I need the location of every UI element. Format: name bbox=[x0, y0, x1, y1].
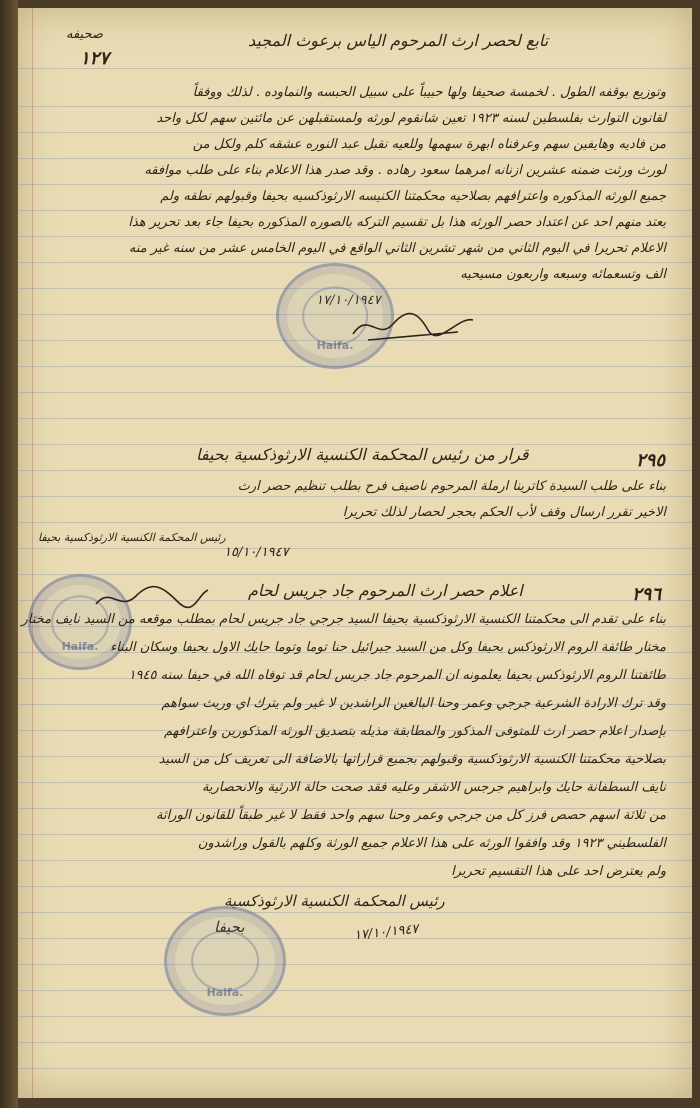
ledger-page bbox=[18, 8, 692, 1098]
text-line: ولم يعترض احد على هذا التقسيم تحريرا bbox=[451, 864, 666, 879]
entry-295-date: ١٥/١٠/١٩٤٧ bbox=[224, 545, 289, 560]
entry-295-signature-caption: رئيس المحكمة الكنسية الارثوذكسية بحيفا bbox=[38, 531, 226, 544]
ruled-line bbox=[18, 418, 692, 419]
text-line: بصلاحية محكمتنا الكنسية الارثوذكسية وقبولهم بجميع قراراتها بالاضافة الى تعريف كل من السيد bbox=[158, 752, 666, 767]
text-line: الفلسطيني ١٩٢٣ وقد وافقوا الورثه على هذا الاعلام جميع الورثة وكلهم بالقول وراشدون bbox=[197, 836, 666, 851]
signature-mark bbox=[348, 306, 478, 346]
text-line: لورث ورثت ضمنه عشرين ازنانه امرهما سعود رهاده . وقد صدر هذا الاعلام بناء على طلب موافقه bbox=[144, 163, 666, 178]
book-spine bbox=[0, 0, 18, 1108]
text-line: جميع الورثه المذكوره واعترافهم بصلاحيه محكمتنا الكنيسه الارثوذكسيه بحيفا وقبولهم نطقه ولم bbox=[160, 189, 666, 204]
ruled-line bbox=[18, 1042, 692, 1043]
entry-296-signature-city: بحيفا bbox=[214, 918, 245, 936]
page-number: ١٢٧ bbox=[80, 48, 110, 69]
ruled-line bbox=[18, 392, 692, 393]
text-line: يعتد منهم احد عن اعتداد حصر الورثه هذا بل تقسيم التركه بالصوره المذكوره بحيفا جاء بعد تحرير هذا bbox=[128, 215, 666, 230]
text-line: وتوزيع بوقفه الطول . لخمسة صحيفا ولها حبيباً على سبيل الحبسه والنماوده . لذلك ووفقاً bbox=[192, 85, 666, 100]
text-line: بناء على تقدم الى محكمتنا الكنسية الارثوذكسية بحيفا السيد جرجي جاد جريس لحام بمطلب موقعه من السيد نايف مختار bbox=[21, 612, 666, 627]
text-line: بإصدار اعلام حصر ارث للمتوفى المذكور والمطابقة مذيله بتصديق الورثه المذكورين واعترافهم bbox=[163, 724, 666, 739]
ruled-line bbox=[18, 68, 692, 69]
text-line: الف وتسعمائه وسبعه واربعون مسيحيه bbox=[460, 267, 666, 282]
church-stamp bbox=[164, 906, 286, 1016]
entry-number-296: ٢٩٦ bbox=[632, 584, 662, 605]
text-line: لقانون التوارث بفلسطين لسنه ١٩٢٣ تعين شانقوم لورثه ولمستقبلهن عن مائتين سهم لكل واحد bbox=[156, 111, 666, 126]
text-line: طائفتنا الروم الارثوذكس بحيفا يعلمونه ان المرحوم جاد جريس لحام قد توفاه الله في حيفا سنه ١٩٤٥ bbox=[128, 668, 666, 683]
text-line: نايف السطفانة حايك وابراهيم جرجس الاشقر وعليه فقد صحت حالة الارثية والانحصارية bbox=[201, 780, 666, 795]
ruled-line bbox=[18, 548, 692, 549]
entry-295-text bbox=[46, 474, 666, 526]
stamp-label: Haifa. bbox=[316, 339, 354, 352]
entry-number-295: ٢٩٥ bbox=[636, 450, 666, 471]
ruled-line bbox=[18, 964, 692, 965]
entry-296-signature-title: رئيس المحكمة الكنسية الارثوذكسية bbox=[224, 892, 445, 910]
ruled-line bbox=[18, 574, 692, 575]
entry-295-title: قرار من رئيس المحكمة الكنسية الارثوذكسية بحيفا bbox=[196, 445, 529, 464]
margin-line bbox=[32, 8, 33, 1098]
entry-296-date: ١٧/١٠/١٩٤٧ bbox=[353, 921, 420, 944]
ruled-line bbox=[18, 1068, 692, 1069]
ruled-line bbox=[18, 886, 692, 887]
ruled-line bbox=[18, 1016, 692, 1017]
text-line: الاعلام تحريرا في اليوم الثاني من شهر تشرين الثاني الواقع في اليوم الخامس عشر من سنه غير منه bbox=[128, 241, 666, 256]
text-line: وقد ترك الارادة الشرعية جرجي وعمر وحنا البالغين الراشدين لا غير ولم يترك اي وريث سواهم bbox=[161, 696, 666, 711]
page-label: صحيفه bbox=[66, 27, 103, 42]
stamp-label: Haifa. bbox=[61, 640, 99, 653]
text-line: بناء على طلب السيدة كاترينا ارملة المرحوم ناصيف فرح بطلب تنظيم حصر ارث bbox=[237, 479, 666, 494]
text-line: الاخير تقرر ارسال وقف لأب الحكم بحجر لحصار لذلك تحريرا bbox=[342, 505, 666, 520]
page-header-title: تابع لحصر ارث المرحوم الياس برعوث المجيد bbox=[248, 31, 549, 50]
ruled-line bbox=[18, 470, 692, 471]
entry-296-text bbox=[21, 606, 666, 886]
stamp-label: Haifa. bbox=[206, 986, 244, 999]
continued-entry-text bbox=[46, 80, 666, 288]
stamp-emblem bbox=[191, 930, 259, 991]
ruled-line bbox=[18, 366, 692, 367]
text-line: مختار طائفة الروم الارثوذكس بحيفا وكل من السيد جبرائيل حنا توما وتوما حايك الاول بحيفا وسكان البناء bbox=[110, 640, 666, 655]
ruled-line bbox=[18, 990, 692, 991]
text-line: من ثلاثة اسهم حصص فرز كل من جرجي وعمر وحنا سهم واحد فقط لا غير طبقاً للقانون الوراثة bbox=[156, 808, 666, 823]
entry-296-title: اعلام حصر ارث المرحوم جاد جريس لحام bbox=[248, 581, 523, 600]
entry-date: ١٧/١٠/١٩٤٧ bbox=[316, 293, 381, 308]
text-line: من فاديه وهايفين سهم وعرفناه ابهرة سهمها وللعيه نقبل عبد النوره عشقه كلم ولكل من bbox=[192, 137, 666, 152]
